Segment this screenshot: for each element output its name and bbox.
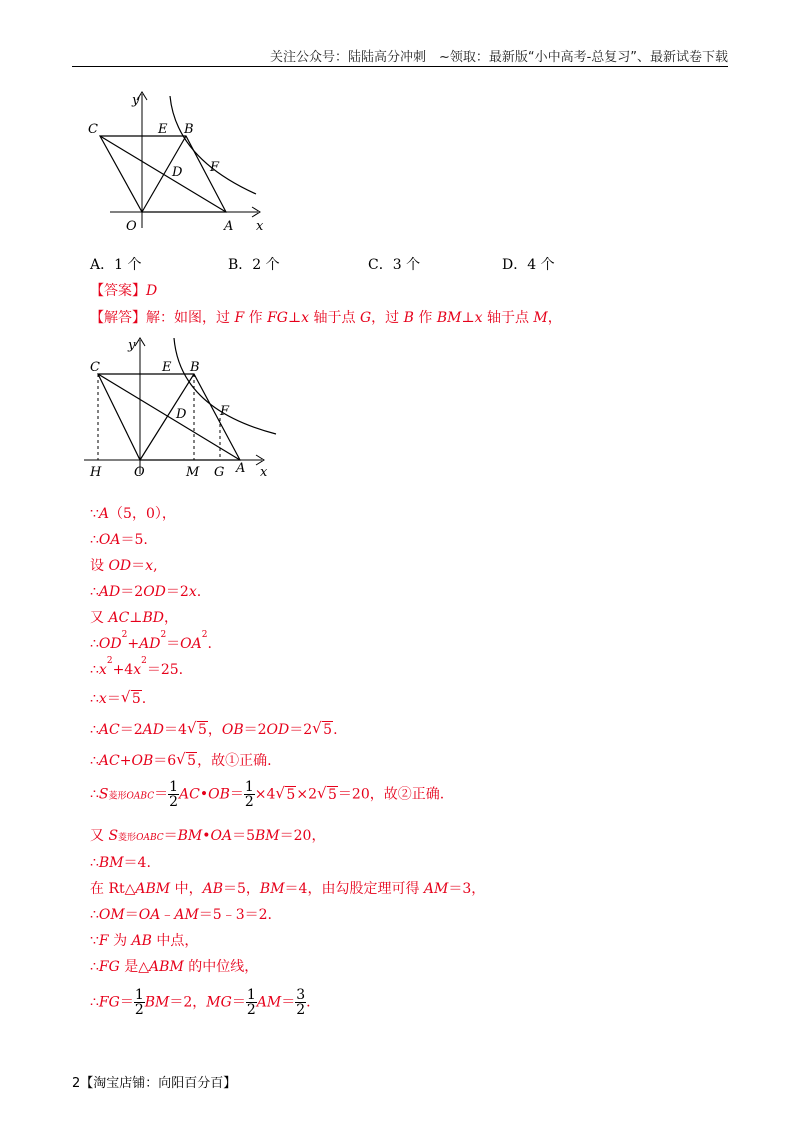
- math-var: AD: [98, 584, 121, 600]
- subscript: OABC: [126, 791, 155, 802]
- step-text: 正确.: [411, 786, 445, 803]
- math-var: AC: [108, 610, 130, 626]
- step-text: ＝2: [165, 584, 189, 600]
- label-O: O: [126, 219, 137, 234]
- label-F: F: [220, 404, 230, 419]
- solution-text: 作: [244, 310, 268, 326]
- answer-line: [90, 280, 157, 300]
- figure-rhombus-construction: [80, 334, 290, 484]
- step-text: ∴: [90, 636, 99, 652]
- label-y: y: [132, 93, 140, 108]
- math-var: x: [98, 662, 107, 678]
- solution-text: ⊥: [287, 310, 302, 326]
- step-text: ＝25.: [146, 662, 184, 678]
- exponent: 2: [141, 656, 147, 666]
- label-E: E: [162, 360, 172, 375]
- solution-text: 轴于点: [482, 310, 534, 326]
- step-text: ＝: [154, 786, 169, 803]
- math-var: AB: [131, 933, 152, 949]
- step-text: ∴: [90, 753, 99, 769]
- numerator: 1: [246, 987, 256, 1003]
- math-var: OB: [208, 786, 230, 803]
- math-var: B: [403, 310, 414, 326]
- step-1: [90, 503, 176, 523]
- step-text: 中点，: [151, 933, 199, 949]
- math-var: x: [133, 662, 142, 678]
- step-15: [90, 904, 272, 924]
- solution-text: 轴于点: [309, 310, 360, 326]
- math-var: OA: [180, 636, 202, 652]
- step-11: [90, 780, 444, 809]
- step-text: ＝4.: [123, 855, 151, 871]
- math-var: A: [98, 506, 110, 522]
- step-18: [90, 988, 311, 1017]
- step-text: （5，0），: [109, 506, 176, 522]
- radicand: 5: [286, 786, 296, 803]
- subscript: OABC: [136, 833, 164, 843]
- label-B: B: [184, 122, 194, 137]
- step-text: ＝4: [164, 722, 187, 738]
- step-text: ＝2: [289, 722, 313, 738]
- step-5: [90, 607, 178, 627]
- answer-value: D: [146, 283, 158, 299]
- step-text: ＝: [106, 691, 121, 707]
- math-var: F: [234, 310, 245, 326]
- step-text: ×2: [296, 786, 317, 803]
- step-text: .: [306, 994, 311, 1011]
- math-var: BM: [259, 881, 285, 897]
- exponent: 2: [121, 630, 128, 640]
- math-var: x: [301, 310, 310, 326]
- math-var: AC: [98, 722, 120, 738]
- label-D: D: [176, 407, 187, 422]
- step-text: ∴: [90, 662, 99, 678]
- math-var: S: [98, 786, 109, 803]
- step-text: 又: [90, 610, 109, 626]
- math-var: G: [359, 310, 372, 326]
- step-10: [90, 750, 272, 770]
- fraction: [246, 988, 257, 1017]
- step-text: ＝: [166, 636, 181, 652]
- sqrt: [177, 753, 197, 769]
- math-var: BD: [142, 610, 164, 626]
- label-D: D: [172, 165, 183, 180]
- step-text: ∴: [90, 691, 99, 707]
- radicand: 5: [327, 786, 337, 803]
- solution-text: 解：如图，过: [146, 310, 235, 326]
- step-text: ＝: [229, 786, 244, 803]
- step-6: [90, 630, 212, 653]
- step-text: ＝3，: [448, 881, 486, 897]
- sqrt: [276, 787, 296, 803]
- math-var: FG: [98, 959, 120, 975]
- step-text: ∴: [90, 959, 99, 975]
- step-text: •: [199, 786, 209, 803]
- math-var: OD: [143, 584, 166, 600]
- label-G: G: [214, 465, 225, 480]
- numerator: 3: [296, 987, 306, 1003]
- step-text: •: [202, 828, 211, 844]
- step-text: ∵: [90, 933, 99, 949]
- step-text: 又: [90, 828, 109, 844]
- step-text: 为: [108, 933, 132, 949]
- exponent: 2: [201, 630, 208, 640]
- step-text: +4: [112, 662, 134, 678]
- radicand: 5: [323, 722, 333, 738]
- circled-number: ②: [397, 786, 412, 803]
- step-text: ＝: [124, 907, 139, 923]
- math-var: AC: [98, 753, 120, 769]
- step-text: ＝: [163, 828, 178, 844]
- step-9: [90, 719, 338, 739]
- math-var: ABM: [135, 881, 171, 897]
- solution-text: ，过: [371, 310, 404, 326]
- label-O: O: [134, 465, 145, 480]
- step-text: .: [207, 636, 212, 652]
- step-text: 是△: [119, 959, 150, 975]
- step-13: [90, 852, 151, 872]
- step-text: 设: [90, 558, 109, 574]
- math-var: AM: [423, 881, 449, 897]
- math-var: BM: [144, 994, 170, 1011]
- denominator: 2: [296, 1002, 306, 1018]
- math-var: OM: [98, 907, 125, 923]
- step-text: ﹣: [160, 907, 175, 923]
- denominator: 2: [246, 1002, 256, 1018]
- step-text: ＝5: [232, 828, 256, 844]
- fraction: [168, 780, 179, 809]
- step-text: 的中位线，: [183, 959, 259, 975]
- step-12: [90, 825, 325, 845]
- fraction: [244, 780, 255, 809]
- math-var: OA: [138, 907, 161, 923]
- step-text: 正确.: [239, 753, 272, 769]
- step-text: ，: [163, 610, 178, 626]
- step-3: [90, 555, 158, 575]
- step-text: ,: [153, 558, 158, 574]
- step-16: [90, 930, 198, 950]
- math-var: BM: [177, 828, 203, 844]
- label-B: B: [190, 360, 200, 375]
- math-var: BM: [436, 310, 462, 326]
- step-4: [90, 581, 201, 601]
- math-var: AD: [139, 636, 161, 652]
- math-var: x: [188, 584, 197, 600]
- step-8: [90, 688, 146, 708]
- sqrt: [318, 787, 338, 803]
- choice-a: A．1 个: [90, 257, 142, 273]
- step-text: ∴: [90, 532, 99, 548]
- label-A: A: [236, 461, 246, 476]
- step-text: ∴: [90, 855, 99, 871]
- page-header: 关注公众号：陆陆高分冲刺 ~领取：最新版“小中高考-总复习”、最新试卷下载: [269, 50, 728, 65]
- step-text: ＝20，: [279, 828, 326, 844]
- fraction: [134, 988, 145, 1017]
- radicand: 5: [197, 722, 207, 738]
- numerator: 1: [169, 779, 178, 795]
- step-text: ＝4，由勾股定理可得: [284, 881, 424, 897]
- step-2: [90, 529, 148, 549]
- step-text: .: [196, 584, 202, 600]
- denominator: 2: [134, 1002, 144, 1018]
- numerator: 1: [134, 987, 144, 1003]
- math-var: OD: [98, 636, 122, 652]
- math-var: MG: [206, 994, 232, 1011]
- step-text: ∴: [90, 584, 99, 600]
- denominator: 2: [244, 794, 254, 810]
- step-text: ∴: [90, 907, 99, 923]
- step-text: .: [333, 722, 338, 738]
- math-var: FG: [267, 310, 288, 326]
- math-var: OD: [266, 722, 290, 738]
- step-text: ，: [207, 722, 222, 738]
- choice-list: [90, 254, 610, 274]
- step-text: ＝: [131, 558, 146, 574]
- step-text: 中，: [170, 881, 203, 897]
- solution-intro: [90, 307, 562, 327]
- answer-tag: 【答案】: [90, 283, 146, 299]
- step-text: ∴: [90, 786, 99, 803]
- math-var: M: [533, 310, 548, 326]
- exponent: 2: [106, 656, 113, 666]
- step-text: ＝2: [119, 722, 143, 738]
- header-divider: [72, 66, 728, 67]
- math-var: AC: [179, 786, 200, 803]
- label-C: C: [90, 360, 100, 375]
- page-footer: 2【淘宝店铺：向阳百分百】: [72, 1076, 237, 1091]
- fraction: [295, 988, 306, 1017]
- label-M: M: [186, 465, 200, 480]
- math-var: AB: [202, 881, 223, 897]
- step-text: ∴: [90, 994, 99, 1011]
- circled-number: ①: [225, 753, 240, 769]
- label-F: F: [210, 160, 220, 175]
- denominator: 2: [169, 794, 178, 810]
- radicand: 5: [187, 753, 197, 769]
- sqrt: [313, 722, 333, 738]
- solution-text: 作: [413, 310, 437, 326]
- step-text: ＝2: [120, 584, 144, 600]
- step-text: ＝2: [243, 722, 267, 738]
- math-var: AD: [142, 722, 165, 738]
- subscript: 菱形: [118, 833, 137, 843]
- math-var: OD: [108, 558, 132, 574]
- choice-b: B．2 个: [228, 257, 280, 273]
- step-7: [90, 656, 184, 679]
- step-text: ＝5﹣3＝2.: [198, 907, 272, 923]
- math-var: AM: [174, 907, 199, 923]
- step-text: ＝5.: [120, 532, 148, 548]
- numerator: 1: [244, 779, 254, 795]
- step-text: ×4: [254, 786, 276, 803]
- step-text: ＝6: [153, 753, 177, 769]
- math-var: OB: [221, 722, 244, 738]
- subscript: 菱形: [108, 791, 127, 802]
- math-var: x: [98, 691, 107, 707]
- step-14: [90, 878, 485, 898]
- math-var: ABM: [149, 959, 184, 975]
- step-text: ，故: [197, 753, 226, 769]
- math-var: OB: [131, 753, 154, 769]
- step-text: +: [119, 753, 132, 769]
- solution-text: ，: [547, 310, 562, 326]
- step-text: ＝2，: [169, 994, 207, 1011]
- figure-rhombus: [80, 88, 280, 248]
- math-var: AM: [256, 994, 282, 1011]
- label-y: y: [128, 338, 136, 353]
- step-text: .: [141, 691, 147, 707]
- label-H: H: [90, 465, 102, 480]
- label-C: C: [88, 122, 98, 137]
- radicand: 5: [131, 691, 141, 707]
- step-text: ＝: [231, 994, 246, 1011]
- exponent: 2: [160, 630, 167, 640]
- step-text: +: [127, 636, 140, 652]
- math-var: x: [474, 310, 483, 326]
- step-text: ＝: [281, 994, 296, 1011]
- math-var: F: [98, 933, 109, 949]
- step-text: ∵: [90, 506, 99, 522]
- solution-tag: 【解答】: [90, 310, 146, 326]
- label-x: x: [260, 465, 268, 480]
- sqrt: [188, 722, 208, 738]
- math-var: S: [108, 828, 119, 844]
- math-var: FG: [98, 994, 120, 1011]
- math-var: BM: [98, 855, 124, 871]
- math-var: x: [145, 558, 154, 574]
- step-text: ＝: [119, 994, 134, 1011]
- step-text: ∴: [90, 722, 99, 738]
- choice-d: D．4 个: [502, 257, 555, 273]
- choice-c: C．3 个: [368, 257, 421, 273]
- label-E: E: [158, 122, 168, 137]
- solution-text: ⊥: [461, 310, 475, 326]
- step-17: [90, 956, 258, 976]
- math-var: BM: [255, 828, 280, 844]
- step-text: ⊥: [129, 610, 143, 626]
- label-x: x: [256, 219, 264, 234]
- step-text: ＝5，: [222, 881, 260, 897]
- step-text: 在 Rt△: [90, 881, 136, 897]
- label-A: A: [224, 219, 234, 234]
- step-text: ＝20，故: [337, 786, 398, 803]
- sqrt: [122, 691, 142, 707]
- math-var: OA: [210, 828, 233, 844]
- math-var: OA: [98, 532, 121, 548]
